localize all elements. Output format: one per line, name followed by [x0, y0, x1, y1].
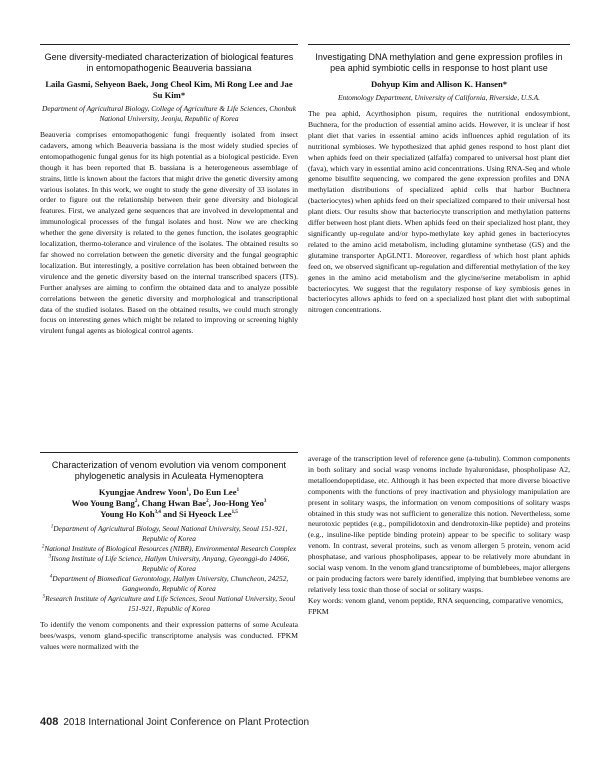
affiliation-line: [40, 594, 298, 614]
affiliation-line: [40, 554, 298, 574]
author-name: Woo Young Bang: [71, 498, 135, 508]
author-sup: 1,5: [231, 510, 238, 516]
affiliation-text: Research Institute of Agriculture and Life Sciences, Seoul National University, Seoul 151-921, Republic of Korea: [45, 594, 296, 613]
author-name: Young Ho Koh: [100, 509, 155, 519]
abstract-title: Investigating DNA methylation and gene expression profiles in pea aphid symbiotic cells in response to host plant use: [315, 52, 563, 73]
author-name: , Do Eun Lee: [188, 487, 237, 497]
abstract-body-text: average of the transcription level of reference gene (a-tubulin). Common components in both solitary and social wasp venoms include hyaluronidase, phospholipase A2, metalloendopeptidase, etc. Although it has been expected that more diverse bioactive components with the functions of prey inactivation and physiology manipulation are present in solitary wasps, the information on venom compositions of solitary wasps obtained in this study was not sufficient to generalize this notion. Nevertheless, some neurotoxic peptides (e.g., pompilidotoxin and dendrotoxin-like peptide) and proteins (e.g., insuline-like peptide binding protein) appear to be specific to solitary wasp venom. In contrast, several proteins, such as venom allergen 5 protein, venom acid phosphatase, and various phospholipases, appear to be relatively more abundant in social wasp venom. In the venom gland trancsriptome of bumblebees, major allergens or pain producing factors were barely identified, implying that bumblebee venoms are relatively less toxic than those of social or solitary wasps.: [308, 454, 570, 594]
page-number: 408: [40, 716, 59, 728]
abstract-title: Characterization of venom evolution via venom component phylogenetic analysis in Aculeata Hymenoptera: [51, 460, 287, 481]
abstract-authors: Laila Gasmi, Sehyeon Baek, Jong Cheol Kim, Mi Rong Lee and Jae Su Kim*: [45, 79, 293, 100]
top-rule: [308, 44, 570, 45]
abstract-2: [308, 44, 570, 316]
author-name: , Joo-Hong Yeo: [208, 498, 264, 508]
abstract-body: [308, 454, 570, 596]
abstract-body: [40, 130, 298, 337]
page-footer: [40, 712, 309, 730]
abstract-3: [40, 452, 298, 653]
top-rule: [40, 452, 298, 453]
author-sup: 3,4: [154, 510, 161, 516]
affiliation-sup: 5: [42, 594, 46, 600]
abstract-authors: Dohyup Kim and Allison K. Hansen*: [370, 79, 508, 89]
abstract-affiliations: [40, 524, 298, 614]
top-rule: [40, 44, 298, 45]
abstract-body: [308, 109, 570, 316]
author-name: , Chang Hwan Bae: [137, 498, 207, 508]
author-sup: 2: [134, 499, 138, 505]
abstract-authors: [40, 487, 298, 520]
keywords: Key words: venom gland, venom peptide, RNA sequencing, comparative venomics, FPKM: [308, 595, 563, 616]
affiliation-text: Ilsong Institute of Life Science, Hallym University, Anyang, Gyeonggi-do 14066, Republic of Korea: [51, 554, 290, 573]
abstract-title: Gene diversity-mediated characterization of biological features in entomopathogenic Beauveria bassiana: [44, 52, 294, 73]
abstract-affiliation: Department of Agricultural Biology, College of Agriculture & Life Sciences, Chonbuk National University, Jeonju, Republic of Korea: [42, 104, 296, 123]
conference-name: 2018 International Joint Conference on Plant Protection: [63, 717, 310, 728]
affiliation-sup: 2: [41, 544, 45, 550]
abstract-body-text: Beauveria comprises entomopathogenic fungi frequently isolated from insect cadavers, among which Beauveria bassiana is the most widely studied species of entomopathogenic fungal genus for its high potential as a biological pesticide. Even though it has been reported that B. bassiana is a heterogeneous assemblage of strains, little is known about the factors that might drive the genetic diversity among various isolates. In this work, we ought to study the gene diversity of 33 isolates in order to figure out the relationship between their gene diversity and biological features. First, we analyzed gene sequences that are involved in developmental and immunological processes of the fungal isolates and host. Now we are checking whether the gene diversity is related to the genes function, the isolates geographic localization, thermo-tolerance and virulence of the isolates. The obtained results so far showed no correlation between the genetic diversity and the fungal geographic localization. But interestingly, a positive correlation has been obtained between the virulence and the genetic diversity based on the internal transcribed spacers (ITS). Further analyses are aiming to confirm the obtained data and to analyze possible correlations between the genetic diversity and morphological and transcriptional data of the studied isolates. Based on the obtained results, we could much strongly focus on interesting genes which might be related to improving or screening highly virulent fungal agents as biological control agents.: [40, 130, 298, 336]
abstract-3-continued: [308, 452, 570, 618]
affiliation-text: Department of Agricultural Biology, Seoul National University, Seoul 151-921, Republic of Korea: [53, 524, 288, 543]
author-sup: 1: [236, 488, 240, 494]
author-name: Kyungjae Andrew Yoon: [98, 487, 187, 497]
author-sup: 3: [263, 499, 267, 505]
abstract-affiliation: Entomology Department, University of California, Riverside, U.S.A.: [338, 93, 540, 102]
affiliation-line: [40, 544, 298, 554]
affiliation-line: [40, 524, 298, 544]
affiliation-sup: 1: [50, 524, 54, 530]
affiliation-sup: 3: [48, 554, 52, 560]
author-sup: 2: [206, 499, 209, 505]
abstract-1: [40, 44, 298, 337]
abstract-body-text: To identify the venom components and their expression patterns of some Aculeata bees/wasps, venom gland-specific transcriptome analysis was conducted. FPKM values were normalized with the: [40, 620, 298, 651]
affiliation-sup: 4: [49, 574, 53, 580]
affiliation-text: Department of Biomedical Gerontology, Hallym University, Chuncheon, 24252, Gangwondo, Republic of Korea: [52, 574, 289, 593]
affiliation-text: National Institute of Biological Resources (NIBR), Environmental Research Complex: [44, 544, 297, 553]
author-sup: 1: [186, 488, 189, 494]
affiliation-line: [40, 574, 298, 594]
author-name: and Si Hyeock Lee: [160, 509, 232, 519]
abstract-body-text: The pea aphid, Acyrthosiphon pisum, requires the nutritional endosymbiont, Buchnera, for the production of essential amino acids. However, it is unclear if host plant diet that varies in essential amino acids influences aphid regulation of its nutritional symbioses. We hypothesized that aphid genes respond to host plant diet when aphids feed on their specialized (alfalfa) compared to universal host plant diet (fava), which vary in essential amino acid concentrations. Using RNA-Seq and whole genome bisulfite sequencing, we compared the gene expression profiles and DNA methylation distributions of specialized aphid cells that harbor Buchnera (bacteriocytes) when aphids feed on their specialized compared to their universal host plant diets. Our results show that bacteriocyte transcription and methylation patterns differ between host plant diets. When aphids feed on their specialized host plant, they significantly up-regulate and/or hypo-methylate key aphid genes in bacteriocytes related to the amino acid metabolism, including glutamine synthetase (GS) and the glutamine transporter ApGLNT1. Moreover, regardless of which host plant aphids feed on, we observed significant up-regulation and differential methylation of the key genes in the amino acid metabolism and the glycine/serine metabolism in aphid bacteriocytes. We suggest that the regulatory response of key symbiosis genes in bacteriocytes allows aphids to feed on a specialized host plant diet with suboptimal nitrogen concentrations.: [308, 109, 570, 315]
abstract-body: [40, 620, 298, 653]
